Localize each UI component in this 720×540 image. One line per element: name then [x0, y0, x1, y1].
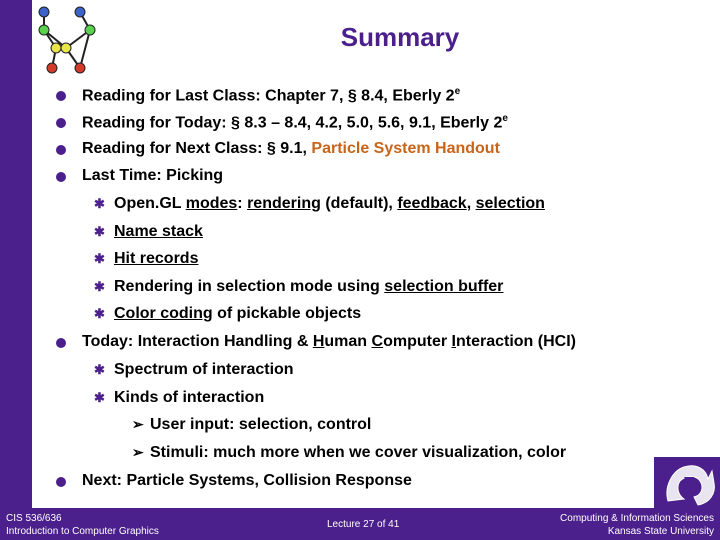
footer-department: Computing & Information Sciences Kansas State University [560, 513, 714, 537]
sub-hit-records: ✱ Hit records [94, 250, 199, 267]
bullet-next: Next: Particle Systems, Collision Response [82, 472, 412, 490]
filled-circle-bullet-icon [56, 477, 66, 487]
sub-rendering-selection: ✱ Rendering in selection mode using selection buffer [94, 278, 504, 295]
subsub-user-input: ➢ User input: selection, control [132, 416, 372, 433]
subsub-stimuli: ➢ Stimuli: much more when we cover visualization, color [132, 444, 567, 461]
particle-handout-link[interactable]: Particle System Handout [311, 140, 500, 157]
sub-spectrum: ✱ Spectrum of interaction [94, 361, 294, 378]
left-bar [0, 0, 32, 540]
bullet-today: Today: Interaction Handling & Human Computer Interaction (HCI) [82, 333, 576, 351]
asterisk-bullet-icon: ✱ [94, 224, 105, 239]
bullet-last-time: Last Time: Picking [82, 167, 223, 185]
arrow-bullet-icon: ➢ [132, 444, 144, 460]
footer-lecture: Lecture 27 of 41 [327, 519, 400, 530]
asterisk-bullet-icon: ✱ [94, 251, 105, 266]
filled-circle-bullet-icon [56, 172, 66, 182]
bullet-reading-today: Reading for Today: § 8.3 – 8.4, 4.2, 5.0, 5.6, 9.1, Eberly 2e [82, 113, 508, 132]
sub-opengl-modes: ✱ Open.GL modes: rendering (default), feedback, selection [94, 195, 545, 212]
arrow-bullet-icon: ➢ [132, 416, 144, 432]
slide-title: Summary [340, 22, 460, 52]
filled-circle-bullet-icon [56, 118, 66, 128]
sub-name-stack: ✱ Name stack [94, 223, 203, 240]
sub-kinds: ✱ Kinds of interaction [94, 389, 265, 406]
asterisk-bullet-icon: ✱ [94, 279, 105, 294]
asterisk-bullet-icon: ✱ [94, 362, 105, 377]
asterisk-bullet-icon: ✱ [94, 196, 105, 211]
filled-circle-bullet-icon [56, 338, 66, 348]
powercat-logo-icon [654, 457, 720, 511]
footer-bar [0, 508, 720, 540]
bullet-reading-last: Reading for Last Class: Chapter 7, § 8.4, Eberly 2e [82, 86, 460, 105]
bullet-reading-next: Reading for Next Class: § 9.1, Particle System Handout [82, 140, 500, 158]
filled-circle-bullet-icon [56, 145, 66, 155]
filled-circle-bullet-icon [56, 91, 66, 101]
asterisk-bullet-icon: ✱ [94, 390, 105, 405]
asterisk-bullet-icon: ✱ [94, 306, 105, 321]
sub-color-coding: ✱ Color coding of pickable objects [94, 305, 362, 322]
footer-course: CIS 536/636 Introduction to Computer Graphics [6, 513, 159, 537]
